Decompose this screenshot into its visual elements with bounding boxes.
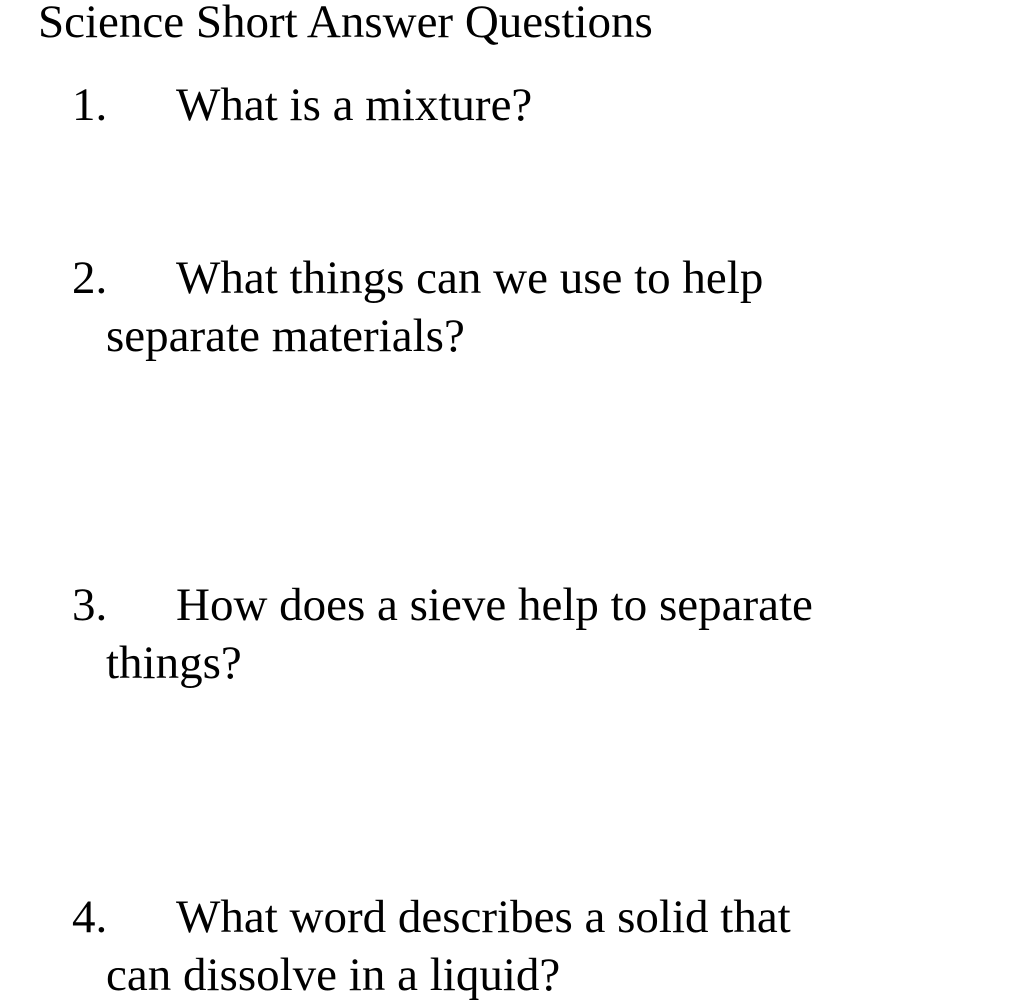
question-text: How does a sieve help to separate	[176, 579, 813, 631]
question-2	[72, 249, 763, 365]
question-text-continued: can dissolve in a liquid?	[106, 949, 561, 1001]
question-text: What things can we use to help	[176, 252, 764, 304]
question-4	[72, 888, 791, 1004]
question-text: What is a mixture?	[176, 79, 533, 131]
question-1	[72, 76, 532, 134]
question-text-continued: separate materials?	[106, 310, 465, 362]
question-number: 2.	[72, 252, 108, 304]
question-text: What word describes a solid that	[176, 891, 791, 943]
question-number: 1.	[72, 79, 108, 131]
question-number: 4.	[72, 891, 108, 943]
page-title: Science Short Answer Questions	[38, 0, 653, 48]
question-3	[72, 576, 813, 692]
question-text-continued: things?	[106, 637, 242, 689]
question-number: 3.	[72, 579, 108, 631]
